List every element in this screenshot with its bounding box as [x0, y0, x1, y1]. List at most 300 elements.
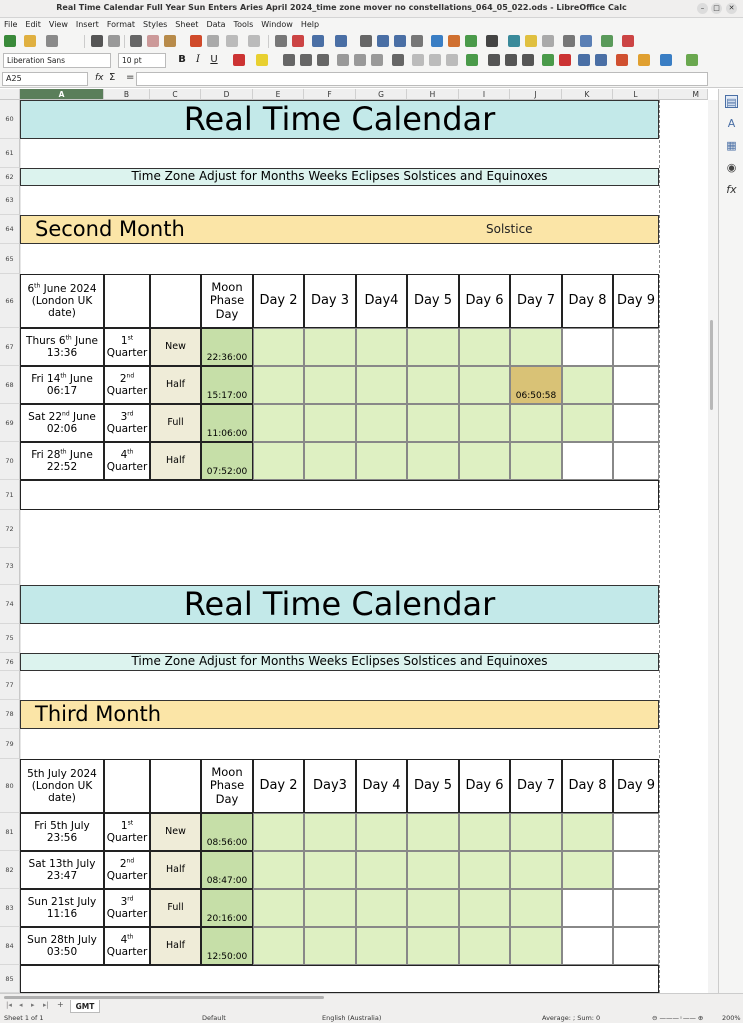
print-preview-icon[interactable]	[108, 35, 120, 47]
solstice-time-cell[interactable]: 06:50:58	[510, 366, 562, 404]
background-color-icon[interactable]	[660, 54, 672, 66]
align-top-icon[interactable]	[337, 54, 349, 66]
day-cell[interactable]	[613, 851, 659, 889]
currency-icon[interactable]	[466, 54, 478, 66]
row-header[interactable]: 61	[0, 139, 20, 168]
date-cell[interactable]	[20, 328, 104, 366]
print-range-icon[interactable]	[563, 35, 575, 47]
freeze-icon[interactable]	[580, 35, 592, 47]
window-title: Real Time Calendar Full Year Sun Enters Aries April 2024_time zone mover no constellations_064_05_022.ods - LibreOffice Calc	[56, 3, 627, 12]
day-cell[interactable]	[562, 813, 613, 851]
phase-cell[interactable]: New	[150, 328, 201, 366]
date-cell[interactable]	[20, 442, 104, 480]
day-header[interactable]: Day 6	[459, 274, 510, 328]
row-header[interactable]: 72	[0, 510, 20, 548]
month-banner[interactable]: Second Month	[20, 215, 659, 244]
day-cell[interactable]	[613, 927, 659, 965]
menu-styles[interactable]: Styles	[143, 20, 168, 29]
day-cell[interactable]	[459, 328, 510, 366]
phase-header-cell[interactable]	[150, 759, 201, 813]
menu-insert[interactable]: Insert	[75, 20, 99, 29]
day-cell[interactable]	[356, 328, 407, 366]
status-bar	[0, 1013, 743, 1023]
align-bottom-icon[interactable]	[371, 54, 383, 66]
row-header[interactable]: 85	[0, 965, 20, 993]
day-cell[interactable]	[562, 442, 613, 480]
page-style[interactable]: Default	[202, 1014, 226, 1022]
column-icon[interactable]	[335, 35, 347, 47]
phase-cell[interactable]: Full	[150, 889, 201, 927]
quarter-number: 1	[120, 334, 128, 347]
date-header-day: 5th July 2024	[27, 767, 97, 780]
formula-input[interactable]	[136, 72, 708, 86]
split-icon[interactable]	[601, 35, 613, 47]
day-cell[interactable]	[562, 927, 613, 965]
day-cell[interactable]	[356, 927, 407, 965]
day-cell[interactable]	[459, 851, 510, 889]
column-header-k[interactable]: K	[562, 89, 613, 100]
navigator-icon[interactable]: ◉	[726, 161, 737, 174]
functions-icon[interactable]: fx	[726, 183, 737, 196]
date-cell[interactable]	[20, 927, 104, 965]
date-text	[28, 411, 96, 435]
quarter-cell[interactable]	[104, 851, 150, 889]
decrease-indent-icon[interactable]	[595, 54, 607, 66]
paste-icon[interactable]	[164, 35, 176, 47]
increase-indent-icon[interactable]	[578, 54, 590, 66]
row-header[interactable]: 75	[0, 624, 20, 653]
day-cell[interactable]	[356, 442, 407, 480]
formula-icon[interactable]: =	[126, 72, 135, 83]
column-header-j[interactable]: J	[510, 89, 562, 100]
italic-button[interactable]: I	[196, 54, 200, 65]
print-icon[interactable]	[91, 35, 103, 47]
moon-phase-header[interactable]	[201, 759, 253, 813]
row-header[interactable]: 71	[0, 480, 20, 510]
clear-icon[interactable]	[207, 35, 219, 47]
previous-sheet-icon[interactable]: ◂	[19, 1001, 23, 1009]
open-icon[interactable]	[24, 35, 36, 47]
pivot-table-icon[interactable]	[465, 35, 477, 47]
day-cell[interactable]	[356, 813, 407, 851]
sheet-count: Sheet 1 of 1	[4, 1014, 44, 1022]
menu-view[interactable]: View	[48, 20, 68, 29]
day-cell[interactable]	[459, 442, 510, 480]
day-cell[interactable]	[407, 328, 459, 366]
moon-phase-text	[210, 766, 244, 806]
phase-label: Phase	[209, 293, 245, 308]
quarter-label: Quarter	[106, 385, 148, 397]
date-header-text	[27, 768, 97, 804]
zoom-level[interactable]: 200%	[722, 1014, 741, 1022]
menu-tools[interactable]: Tools	[233, 20, 254, 29]
menu-file[interactable]: File	[4, 20, 18, 29]
close-icon[interactable]: ✕	[726, 3, 737, 14]
zoom-slider[interactable]: ⊖ ———◦—— ⊕	[652, 1014, 704, 1022]
date-cell[interactable]	[20, 851, 104, 889]
vertical-scrollbar[interactable]	[708, 100, 718, 993]
unmerge-icon[interactable]	[429, 54, 441, 66]
vertical-scrollbar-thumb[interactable]	[710, 320, 713, 410]
row-header[interactable]: 84	[0, 927, 20, 965]
date-cell[interactable]	[20, 813, 104, 851]
font-size-box[interactable]: 10 pt	[118, 53, 166, 68]
sort-descending-icon[interactable]	[394, 35, 406, 47]
spelling-icon[interactable]	[292, 35, 304, 47]
find-icon[interactable]	[275, 35, 287, 47]
column-header-l[interactable]: L	[613, 89, 659, 100]
menu-data[interactable]: Data	[206, 20, 226, 29]
date-month: June	[66, 448, 93, 461]
day-cell[interactable]	[407, 851, 459, 889]
day-cell[interactable]	[613, 813, 659, 851]
column-header-m[interactable]: M	[659, 89, 708, 100]
number-icon[interactable]	[505, 54, 517, 66]
chart-icon[interactable]	[448, 35, 460, 47]
menu-format[interactable]: Format	[106, 20, 136, 29]
day-header[interactable]: Day 3	[304, 274, 356, 328]
save-icon[interactable]	[46, 35, 58, 47]
sheet-tab-gmt[interactable]: GMT	[70, 1000, 100, 1013]
function-wizard-icon[interactable]: fx	[95, 73, 104, 83]
quarter-cell[interactable]	[104, 889, 150, 927]
day-cell[interactable]	[304, 927, 356, 965]
sort-ascending-icon[interactable]	[377, 35, 389, 47]
quarter-suffix: rd	[127, 895, 134, 903]
quarter-number: 2	[119, 372, 127, 385]
day-cell[interactable]	[356, 404, 407, 442]
day-cell[interactable]	[304, 813, 356, 851]
column-header-i[interactable]: I	[459, 89, 510, 100]
day-cell[interactable]	[562, 366, 613, 404]
day-cell[interactable]	[356, 889, 407, 927]
quarter-number: 4	[120, 933, 128, 946]
phase-cell[interactable]: Half	[150, 442, 201, 480]
percent-icon[interactable]	[488, 54, 500, 66]
day-cell[interactable]	[510, 404, 562, 442]
day-header[interactable]: Day 5	[407, 274, 459, 328]
quarter-cell[interactable]	[104, 813, 150, 851]
spreadsheet-grid[interactable]	[20, 100, 708, 993]
day-header[interactable]: Day3	[304, 759, 356, 813]
calendar-subtitle[interactable]: Time Zone Adjust for Months Weeks Eclipses Solstices and Equinoxes	[20, 168, 659, 186]
row-header[interactable]: 66	[0, 274, 20, 328]
day-cell[interactable]	[253, 851, 304, 889]
font-name-box[interactable]: Liberation Sans	[3, 53, 111, 68]
conditional-format-icon[interactable]	[686, 54, 698, 66]
column-header-d[interactable]: D	[201, 89, 253, 100]
align-left-icon[interactable]	[283, 54, 295, 66]
day-cell[interactable]	[613, 328, 659, 366]
quarter-suffix: th	[127, 933, 134, 941]
day-cell[interactable]	[510, 813, 562, 851]
calendar-subtitle[interactable]: Time Zone Adjust for Months Weeks Eclipses Solstices and Equinoxes	[20, 653, 659, 671]
row-header[interactable]: 63	[0, 186, 20, 215]
horizontal-scrollbar-thumb[interactable]	[4, 996, 324, 999]
image-icon[interactable]	[431, 35, 443, 47]
date-suffix: th	[65, 334, 72, 342]
day-cell[interactable]	[510, 927, 562, 965]
spacer-row[interactable]	[20, 965, 659, 993]
first-sheet-icon[interactable]: |◂	[6, 1001, 12, 1009]
row-header[interactable]: 62	[0, 168, 20, 186]
phase-cell[interactable]: Half	[150, 366, 201, 404]
day-cell[interactable]	[510, 889, 562, 927]
quarter-cell[interactable]	[104, 927, 150, 965]
add-sheet-icon[interactable]: +	[57, 1000, 64, 1009]
maximize-icon[interactable]: □	[711, 3, 722, 14]
language[interactable]: English (Australia)	[322, 1014, 382, 1022]
quarter-suffix: rd	[127, 410, 134, 418]
phase-cell[interactable]: Half	[150, 927, 201, 965]
day-cell[interactable]	[407, 366, 459, 404]
quarter-header-cell[interactable]	[104, 274, 150, 328]
day-cell[interactable]	[304, 851, 356, 889]
copy-icon[interactable]	[147, 35, 159, 47]
day-cell[interactable]	[613, 404, 659, 442]
day-cell[interactable]	[407, 404, 459, 442]
day-cell[interactable]	[562, 851, 613, 889]
day-header[interactable]: Day 9	[613, 759, 659, 813]
redo-icon[interactable]	[248, 35, 260, 47]
day-cell[interactable]	[407, 442, 459, 480]
wrap-text-icon[interactable]	[392, 54, 404, 66]
row-header[interactable]: 82	[0, 851, 20, 889]
quarter-header-cell[interactable]	[104, 759, 150, 813]
moon-time-cell[interactable]: 08:47:00	[201, 851, 253, 889]
row-header[interactable]: 78	[0, 700, 20, 729]
align-center-icon[interactable]	[300, 54, 312, 66]
column-header-b[interactable]: B	[104, 89, 150, 100]
menu-edit[interactable]: Edit	[25, 20, 41, 29]
day-cell[interactable]	[253, 366, 304, 404]
row-header[interactable]: 68	[0, 366, 20, 404]
day-cell[interactable]	[407, 813, 459, 851]
day-cell[interactable]	[562, 328, 613, 366]
date-cell[interactable]	[20, 889, 104, 927]
day-header[interactable]: Day 9	[613, 274, 659, 328]
calendar-title[interactable]: Real Time Calendar	[20, 100, 659, 139]
quarter-label: Quarter	[106, 870, 148, 882]
day-cell[interactable]	[356, 366, 407, 404]
comment-icon[interactable]	[525, 35, 537, 47]
row-header[interactable]: 69	[0, 404, 20, 442]
day-header[interactable]: Day 7	[510, 274, 562, 328]
row-header[interactable]: 74	[0, 585, 20, 624]
day-cell[interactable]	[510, 851, 562, 889]
name-box[interactable]: A25	[2, 72, 88, 86]
day-header[interactable]: Day 2	[253, 759, 304, 813]
day-cell[interactable]	[304, 366, 356, 404]
day-cell[interactable]	[613, 889, 659, 927]
quarter-text	[107, 373, 148, 397]
minimize-icon[interactable]: –	[697, 3, 708, 14]
column-header-f[interactable]: F	[304, 89, 356, 100]
clone-icon[interactable]	[190, 35, 202, 47]
month-banner[interactable]: Third Month	[20, 700, 659, 729]
moon-time-cell[interactable]: 08:56:00	[201, 813, 253, 851]
moon-time-cell[interactable]: 12:50:00	[201, 927, 253, 965]
date-cell[interactable]	[20, 366, 104, 404]
date-month: June	[71, 334, 98, 347]
date-header-cell[interactable]	[20, 274, 104, 328]
date-cell[interactable]	[20, 404, 104, 442]
date-text	[31, 373, 93, 397]
row-header[interactable]: 70	[0, 442, 20, 480]
properties-icon[interactable]: ▤	[726, 96, 737, 109]
font-color-icon[interactable]	[233, 54, 245, 66]
day-cell[interactable]	[613, 366, 659, 404]
date-header-cell[interactable]	[20, 759, 104, 813]
menu-help[interactable]: Help	[300, 20, 320, 29]
row-header[interactable]: 77	[0, 671, 20, 700]
gallery-icon[interactable]: ▦	[726, 139, 737, 152]
quarter-label: Quarter	[106, 347, 148, 359]
day-header[interactable]: Day 8	[562, 759, 613, 813]
day-header[interactable]: Day 6	[459, 759, 510, 813]
date-day: Thurs 6	[26, 334, 66, 347]
cut-icon[interactable]	[130, 35, 142, 47]
highlight-icon[interactable]	[256, 54, 268, 66]
moon-time-cell[interactable]: 20:16:00	[201, 889, 253, 927]
day-cell[interactable]	[459, 927, 510, 965]
autofilter-icon[interactable]	[411, 35, 423, 47]
last-sheet-icon[interactable]: ▸|	[43, 1001, 49, 1009]
show-draw-icon[interactable]	[622, 35, 634, 47]
styles-icon[interactable]: A	[727, 117, 736, 130]
day-cell[interactable]	[356, 851, 407, 889]
row-header[interactable]: 80	[0, 759, 20, 813]
day-cell[interactable]	[253, 442, 304, 480]
row-header[interactable]: 83	[0, 889, 20, 927]
day-cell[interactable]	[510, 328, 562, 366]
quarter-cell[interactable]	[104, 366, 150, 404]
day-cell[interactable]	[510, 442, 562, 480]
column-header-e[interactable]: E	[253, 89, 304, 100]
spacer-row[interactable]	[20, 480, 659, 510]
day-header[interactable]: Day 7	[510, 759, 562, 813]
day-cell[interactable]	[253, 404, 304, 442]
moon-phase-header[interactable]	[201, 274, 253, 328]
date-time: 03:50	[46, 946, 78, 958]
quarter-cell[interactable]	[104, 442, 150, 480]
day-header[interactable]: Day 2	[253, 274, 304, 328]
quarter-cell[interactable]	[104, 328, 150, 366]
row-header[interactable]: 67	[0, 328, 20, 366]
quarter-text	[107, 335, 148, 359]
next-sheet-icon[interactable]: ▸	[31, 1001, 35, 1009]
day-cell[interactable]	[304, 442, 356, 480]
column-header-g[interactable]: G	[356, 89, 407, 100]
select-all-corner[interactable]	[0, 89, 20, 100]
date-time: 23:47	[46, 870, 78, 882]
day-cell[interactable]	[613, 442, 659, 480]
date-time: 06:17	[46, 385, 78, 397]
merge-icon[interactable]	[412, 54, 424, 66]
phase-cell[interactable]: New	[150, 813, 201, 851]
bold-button[interactable]: B	[178, 54, 186, 65]
day-cell[interactable]	[407, 927, 459, 965]
merge-center-icon[interactable]	[446, 54, 458, 66]
row-header[interactable]: 65	[0, 244, 20, 274]
day-header[interactable]: Day 4	[356, 759, 407, 813]
date-day: Fri 5th July	[34, 819, 90, 832]
quarter-cell[interactable]	[104, 404, 150, 442]
align-right-icon[interactable]	[317, 54, 329, 66]
moon-time-cell[interactable]: 07:52:00	[201, 442, 253, 480]
hyperlink-icon[interactable]	[508, 35, 520, 47]
day-cell[interactable]	[304, 889, 356, 927]
row-header[interactable]: 73	[0, 548, 20, 585]
quarter-number: 2	[119, 857, 127, 870]
day-cell[interactable]	[562, 404, 613, 442]
borders-icon[interactable]	[616, 54, 628, 66]
day-cell[interactable]	[407, 889, 459, 927]
sidebar-deck	[718, 89, 743, 994]
column-header-c[interactable]: C	[150, 89, 201, 100]
row-header[interactable]: 81	[0, 813, 20, 851]
phase-header-cell[interactable]	[150, 274, 201, 328]
border-color-icon[interactable]	[638, 54, 650, 66]
column-header-h[interactable]: H	[407, 89, 459, 100]
quarter-suffix: th	[127, 448, 134, 456]
underline-button[interactable]: U	[210, 54, 218, 65]
quarter-suffix: nd	[126, 857, 135, 865]
moon-time-cell[interactable]: 11:06:00	[201, 404, 253, 442]
day-header[interactable]: Day4	[356, 274, 407, 328]
align-middle-icon[interactable]	[354, 54, 366, 66]
row-header[interactable]: 79	[0, 729, 20, 759]
day-cell[interactable]	[459, 404, 510, 442]
moon-time-cell[interactable]: 22:36:00	[201, 328, 253, 366]
day-cell[interactable]	[253, 889, 304, 927]
add-decimal-icon[interactable]	[542, 54, 554, 66]
special-character-icon[interactable]	[486, 35, 498, 47]
undo-icon[interactable]	[226, 35, 238, 47]
phase-cell[interactable]: Full	[150, 404, 201, 442]
day-cell[interactable]	[459, 813, 510, 851]
day-header[interactable]: Day 5	[407, 759, 459, 813]
delete-decimal-icon[interactable]	[559, 54, 571, 66]
menu-window[interactable]: Window	[261, 20, 293, 29]
menu-sheet[interactable]: Sheet	[175, 20, 199, 29]
header-footer-icon[interactable]	[542, 35, 554, 47]
row-header[interactable]: 60	[0, 100, 20, 139]
phase-cell[interactable]: Half	[150, 851, 201, 889]
row-header[interactable]: 64	[0, 215, 20, 244]
date-month: June	[69, 410, 96, 423]
column-header-a[interactable]: A	[20, 89, 104, 100]
sum-icon[interactable]: Σ	[109, 72, 116, 83]
day-cell[interactable]	[304, 404, 356, 442]
new-icon[interactable]	[4, 35, 16, 47]
day-cell[interactable]	[459, 366, 510, 404]
day-cell[interactable]	[253, 927, 304, 965]
day-cell[interactable]	[253, 813, 304, 851]
row-header[interactable]: 76	[0, 653, 20, 671]
day-cell[interactable]	[253, 328, 304, 366]
date-icon[interactable]	[522, 54, 534, 66]
sort-icon[interactable]	[360, 35, 372, 47]
calendar-title[interactable]: Real Time Calendar	[20, 585, 659, 624]
day-cell[interactable]	[562, 889, 613, 927]
day-cell[interactable]	[304, 328, 356, 366]
quarter-label: Quarter	[106, 423, 148, 435]
moon-time-cell[interactable]: 15:17:00	[201, 366, 253, 404]
day-cell[interactable]	[459, 889, 510, 927]
row-icon[interactable]	[312, 35, 324, 47]
day-header[interactable]: Day 8	[562, 274, 613, 328]
